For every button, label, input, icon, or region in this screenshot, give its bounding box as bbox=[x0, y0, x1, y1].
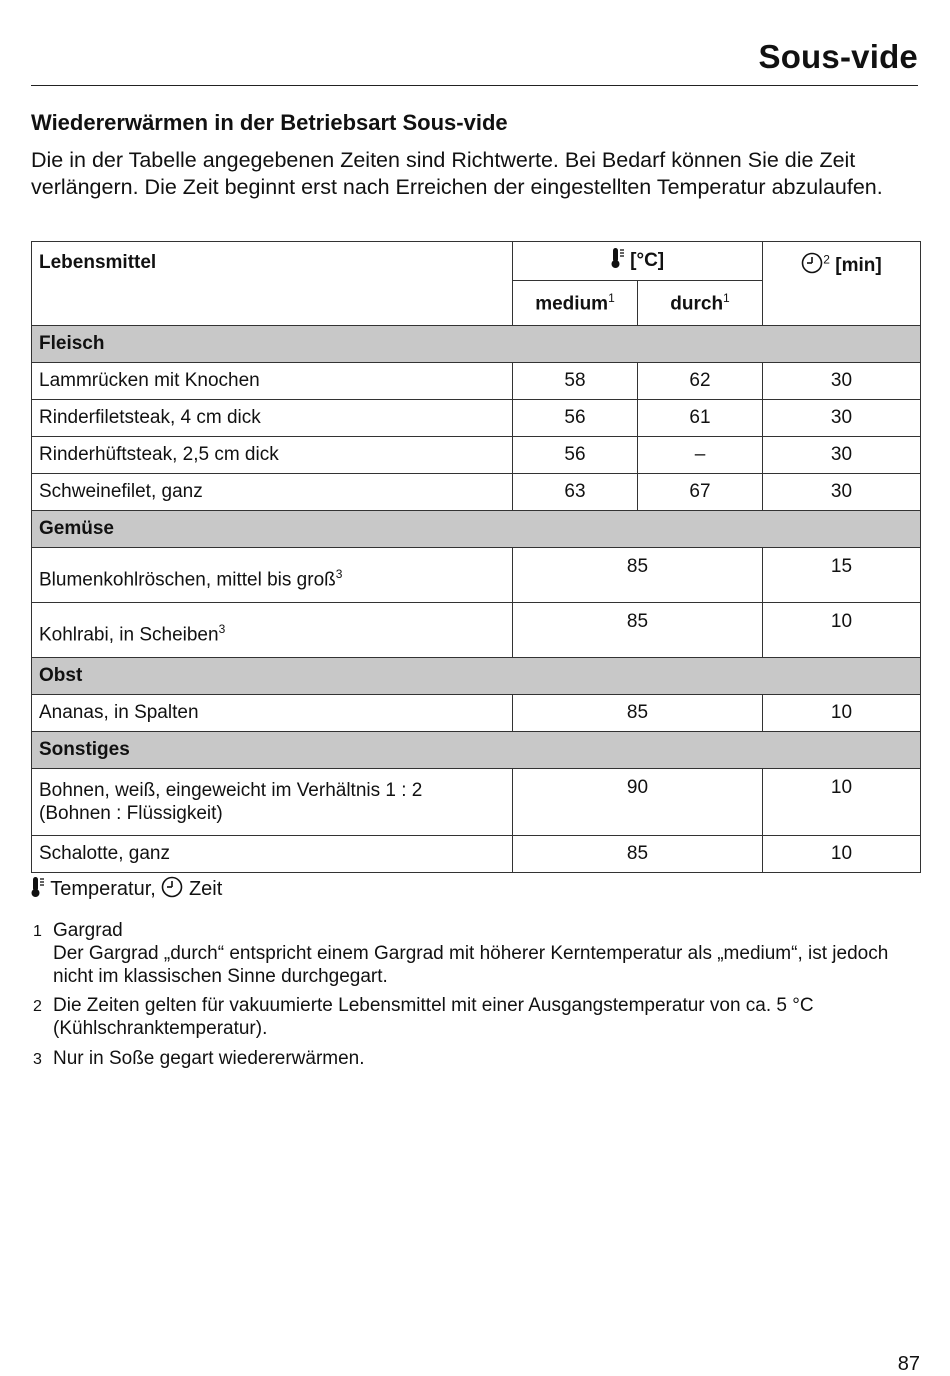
category-sonstiges: Sonstiges bbox=[32, 732, 921, 769]
food-name: Rinderhüftsteak, 2,5 cm dick bbox=[32, 437, 513, 474]
time-value: 30 bbox=[763, 474, 921, 511]
time-value: 10 bbox=[763, 603, 921, 658]
legend-time: Zeit bbox=[188, 878, 223, 900]
medium-superscript: 1 bbox=[608, 290, 615, 305]
temp-durch: 62 bbox=[638, 363, 763, 400]
category-row bbox=[32, 658, 921, 695]
footnote-2 bbox=[31, 994, 901, 1040]
footnote-text: Die Zeiten gelten für vakuumierte Lebensmittel mit einer Ausgangstemperatur von ca. 5 °C (Kühlschranktemperatur). bbox=[53, 995, 814, 1039]
legend bbox=[31, 876, 222, 904]
category-row bbox=[32, 511, 921, 548]
food-name: Schalotte, ganz bbox=[32, 836, 513, 873]
header-durch bbox=[638, 281, 763, 326]
food-name-line2: (Bohnen : Flüssigkeit) bbox=[39, 803, 223, 824]
temp-durch: – bbox=[638, 437, 763, 474]
food-superscript: 3 bbox=[335, 566, 343, 581]
header-time bbox=[763, 242, 921, 326]
category-fleisch: Fleisch bbox=[32, 326, 921, 363]
header-medium bbox=[513, 281, 638, 326]
time-value: 15 bbox=[763, 548, 921, 603]
temp-value: 85 bbox=[513, 836, 763, 873]
footnote-text: Gargrad bbox=[53, 920, 123, 941]
header-temperature bbox=[513, 242, 763, 281]
temperature-unit: [°C] bbox=[630, 250, 665, 271]
page-number: 87 bbox=[897, 1353, 920, 1375]
clock-icon bbox=[801, 252, 823, 280]
category-row bbox=[32, 732, 921, 769]
footnote-text: Nur in Soße gegart wiedererwärmen. bbox=[53, 1048, 365, 1069]
time-value: 10 bbox=[763, 769, 921, 836]
footnote-text: Der Gargrad „durch“ entspricht einem Gargrad mit höherer Kerntemperatur als „medium“, ist jedoch nicht im klassischen Sinne durchgegart. bbox=[53, 943, 889, 987]
page-title: Sous-vide bbox=[758, 38, 918, 75]
time-unit: [min] bbox=[835, 255, 882, 276]
temp-durch: 67 bbox=[638, 474, 763, 511]
temp-value: 85 bbox=[513, 548, 763, 603]
table-header-row bbox=[32, 242, 921, 281]
footnote-number: 3 bbox=[33, 1051, 42, 1068]
food-name bbox=[32, 769, 513, 836]
table-row bbox=[32, 474, 921, 511]
temp-value: 90 bbox=[513, 769, 763, 836]
food-name-text: Blumenkohlröschen, mittel bis groß bbox=[39, 569, 336, 591]
thermometer-icon bbox=[31, 876, 45, 904]
food-name-line1: Bohnen, weiß, eingeweicht im Verhältnis 1 : 2 bbox=[39, 780, 423, 801]
section-title: Wiedererwärmen in der Betriebsart Sous-vide bbox=[31, 110, 508, 135]
table-row bbox=[32, 400, 921, 437]
table-row bbox=[32, 695, 921, 732]
time-value: 30 bbox=[763, 400, 921, 437]
category-gemuese: Gemüse bbox=[32, 511, 921, 548]
footnote-number: 1 bbox=[33, 923, 42, 940]
intro-paragraph: Die in der Tabelle angegebenen Zeiten sind Richtwerte. Bei Bedarf können Sie die Zeit verlängern. Die Zeit beginnt erst nach Erreichen der eingestellten Temperatur abzulaufen. bbox=[31, 148, 883, 199]
food-name: Rinderfiletsteak, 4 cm dick bbox=[32, 400, 513, 437]
food-name: Lammrücken mit Knochen bbox=[32, 363, 513, 400]
durch-label: durch bbox=[670, 293, 724, 315]
clock-icon bbox=[161, 876, 183, 904]
thermometer-icon bbox=[611, 247, 625, 275]
time-value: 30 bbox=[763, 363, 921, 400]
temp-medium: 63 bbox=[513, 474, 638, 511]
header-food: Lebensmittel bbox=[32, 242, 513, 326]
footnote-1 bbox=[31, 919, 901, 988]
temp-value: 85 bbox=[513, 603, 763, 658]
food-superscript: 3 bbox=[218, 621, 226, 636]
time-superscript: 2 bbox=[823, 252, 830, 267]
temp-medium: 56 bbox=[513, 437, 638, 474]
footnote-3 bbox=[31, 1047, 901, 1070]
table-row bbox=[32, 548, 921, 603]
time-value: 10 bbox=[763, 836, 921, 873]
legend-temperature: Temperatur, bbox=[50, 878, 156, 900]
time-value: 10 bbox=[763, 695, 921, 732]
category-row bbox=[32, 326, 921, 363]
food-name bbox=[32, 603, 513, 658]
food-name-text: Kohlrabi, in Scheiben bbox=[39, 624, 219, 646]
temp-medium: 56 bbox=[513, 400, 638, 437]
durch-superscript: 1 bbox=[723, 290, 730, 305]
table-row bbox=[32, 836, 921, 873]
table-row bbox=[32, 603, 921, 658]
table-row bbox=[32, 437, 921, 474]
table-row bbox=[32, 769, 921, 836]
food-name: Schweinefilet, ganz bbox=[32, 474, 513, 511]
table-row bbox=[32, 363, 921, 400]
food-name: Ananas, in Spalten bbox=[32, 695, 513, 732]
temp-value: 85 bbox=[513, 695, 763, 732]
medium-label: medium bbox=[535, 293, 609, 315]
time-value: 30 bbox=[763, 437, 921, 474]
page-header bbox=[31, 38, 918, 86]
temp-durch: 61 bbox=[638, 400, 763, 437]
food-name bbox=[32, 548, 513, 603]
sous-vide-table bbox=[31, 241, 921, 873]
category-obst: Obst bbox=[32, 658, 921, 695]
footnote-number: 2 bbox=[33, 998, 42, 1015]
temp-medium: 58 bbox=[513, 363, 638, 400]
